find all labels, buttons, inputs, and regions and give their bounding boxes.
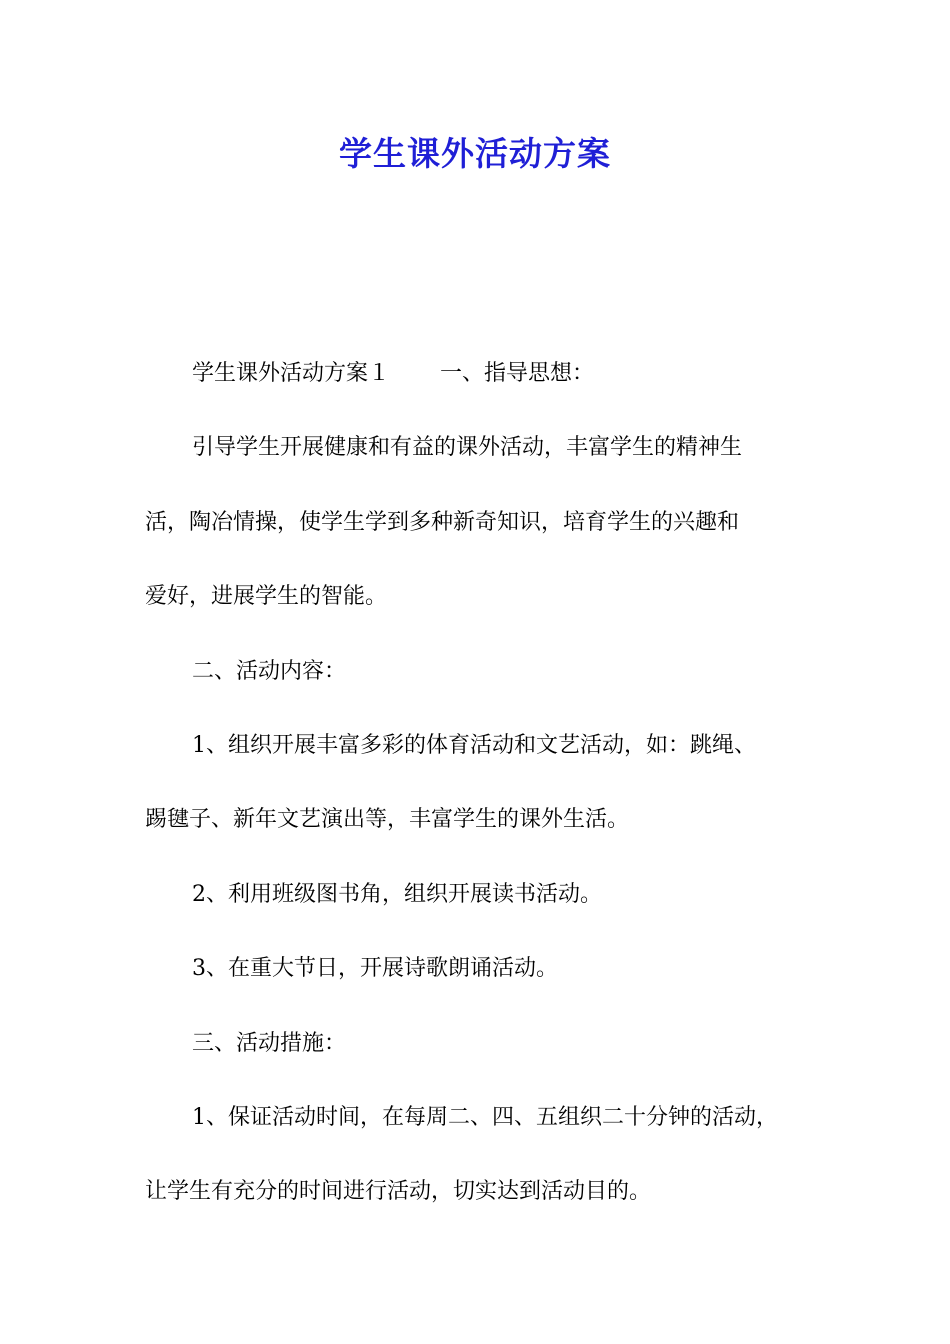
document-body — [145, 337, 810, 1230]
section-heading-activity-measures: 三、活动措施： — [192, 1030, 347, 1056]
body-line-3: 活，陶冶情操，使学生学到多种新奇知识，培育学生的兴趣和 — [145, 509, 740, 535]
body-line-12: 让学生有充分的时间进行活动，切实达到活动目的。 — [145, 1179, 652, 1205]
body-line-8: 2、利用班级图书角，组织开展读书活动。 — [192, 881, 602, 907]
body-line-11: 1、保证活动时间，在每周二、四、五组织二十分钟的活动， — [192, 1104, 778, 1130]
document-title: 学生课外活动方案 — [339, 134, 611, 173]
section-heading-guiding-thought: 一、指导思想： — [440, 361, 595, 386]
body-line-2: 引导学生开展健康和有益的课外活动，丰富学生的精神生 — [192, 435, 743, 461]
body-line-9: 3、在重大节日，开展诗歌朗诵活动。 — [192, 956, 558, 982]
section-heading-activity-content: 二、活动内容： — [192, 658, 347, 684]
body-line-7: 踢毽子、新年文艺演出等，丰富学生的课外生活。 — [145, 807, 630, 833]
body-line-6: 1、组织开展丰富多彩的体育活动和文艺活动，如：跳绳、 — [192, 732, 756, 758]
body-line-1 — [145, 337, 810, 411]
body-line-4: 爱好，进展学生的智能。 — [145, 584, 388, 610]
plan-heading: 学生课外活动方案１ — [192, 361, 391, 386]
